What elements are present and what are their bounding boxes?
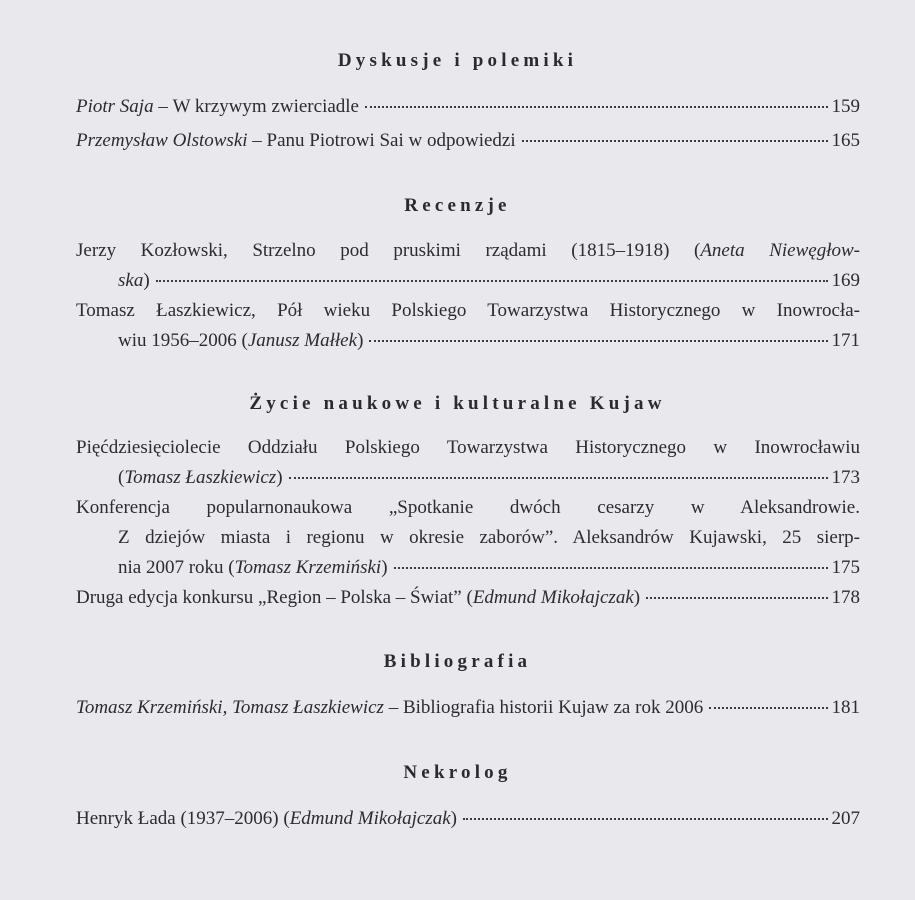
entry-text: )	[143, 270, 150, 291]
toc-entry	[76, 236, 860, 296]
entry-text: wiu 1956–2006 (	[118, 330, 248, 351]
leader-dots	[365, 106, 828, 108]
toc-entry	[76, 493, 860, 583]
toc-entry	[76, 433, 860, 493]
section-title-recenzje: Recenzje	[404, 195, 511, 216]
entry-text: Konferencja popularnonaukowa „Spotkanie dwóch cesarzy w Aleksandrowie.	[76, 497, 860, 518]
entry-author: Tomasz Krzemiński, Tomasz Łaszkiewicz	[76, 697, 384, 718]
entry-text: Tomasz Łaszkiewicz, Pół wieku Polskiego Towarzystwa Historycznego w Inowrocła-	[76, 300, 860, 321]
entry-reviewer: Tomasz Krzemiński	[234, 557, 382, 578]
page-number: 169	[831, 270, 860, 291]
entry-reviewer: Janusz Małłek	[247, 330, 358, 351]
page-number: 178	[831, 587, 860, 608]
entry-text: )	[357, 330, 364, 351]
entry-text: nia 2007 roku (	[118, 557, 235, 578]
section-title-nekrolog: Nekrolog	[403, 762, 512, 783]
page-number: 207	[831, 808, 860, 829]
entry-text: )	[381, 557, 388, 578]
section-title-dyskusje: Dyskusje i polemiki	[337, 50, 578, 71]
section-title-zycie: Życie naukowe i kulturalne Kujaw	[249, 393, 666, 414]
page-number: 175	[831, 557, 860, 578]
entry-title: Bibliografia historii Kujaw za rok 2006	[402, 697, 704, 718]
toc-entry	[76, 693, 860, 723]
leader-dots	[709, 707, 827, 709]
entry-title: W krzywym zwierciadle	[172, 96, 359, 117]
entry-separator: –	[153, 96, 173, 117]
leader-dots	[156, 280, 828, 282]
entry-text: Pięćdziesięciolecie Oddziału Polskiego Towarzystwa Historycznego w Inowrocławiu	[76, 437, 860, 458]
toc-entry	[76, 296, 860, 356]
entry-text: )	[450, 808, 457, 829]
page-number: 181	[831, 697, 860, 718]
entry-author: Przemysław Olstowski	[76, 130, 248, 151]
page-number: 165	[831, 130, 860, 151]
entry-text: (	[118, 467, 125, 488]
entry-text: Druga edycja konkursu „Region – Polska – Świat” (	[76, 587, 473, 608]
toc-entry	[76, 804, 860, 834]
page-number: 159	[831, 96, 860, 117]
toc-entry	[76, 583, 860, 613]
leader-dots	[463, 818, 828, 820]
entry-title: Panu Piotrowi Sai w odpowiedzi	[266, 130, 516, 151]
entry-reviewer: Aneta Niewęgłow-	[700, 240, 860, 261]
entry-text: )	[276, 467, 283, 488]
entry-author: Piotr Saja	[76, 96, 154, 117]
entry-reviewer: Edmund Mikołajczak	[472, 587, 634, 608]
entry-text: )	[633, 587, 641, 608]
entry-text: Jerzy Kozłowski, Strzelno pod pruskimi rządami (1815–1918) (	[76, 240, 701, 261]
toc-entry	[76, 92, 860, 122]
entry-text: Z dziejów miasta i regionu w okresie zaborów”. Aleksandrów Kujawski, 25 sierp-	[118, 527, 860, 548]
leader-dots	[369, 340, 827, 342]
entry-reviewer: Edmund Mikołajczak	[289, 808, 451, 829]
entry-text: Henryk Łada (1937–2006) (	[76, 808, 290, 829]
entry-separator: –	[383, 697, 403, 718]
page-number: 173	[831, 467, 860, 488]
toc-entry	[76, 126, 860, 156]
page-number: 171	[831, 330, 860, 351]
entry-reviewer: Tomasz Łaszkiewicz	[124, 467, 277, 488]
section-title-bibliografia: Bibliografia	[383, 651, 532, 672]
entry-separator: –	[247, 130, 267, 151]
leader-dots	[289, 477, 828, 479]
entry-reviewer: ska	[118, 270, 144, 291]
leader-dots	[522, 140, 828, 142]
leader-dots	[394, 567, 828, 569]
leader-dots	[646, 597, 827, 599]
